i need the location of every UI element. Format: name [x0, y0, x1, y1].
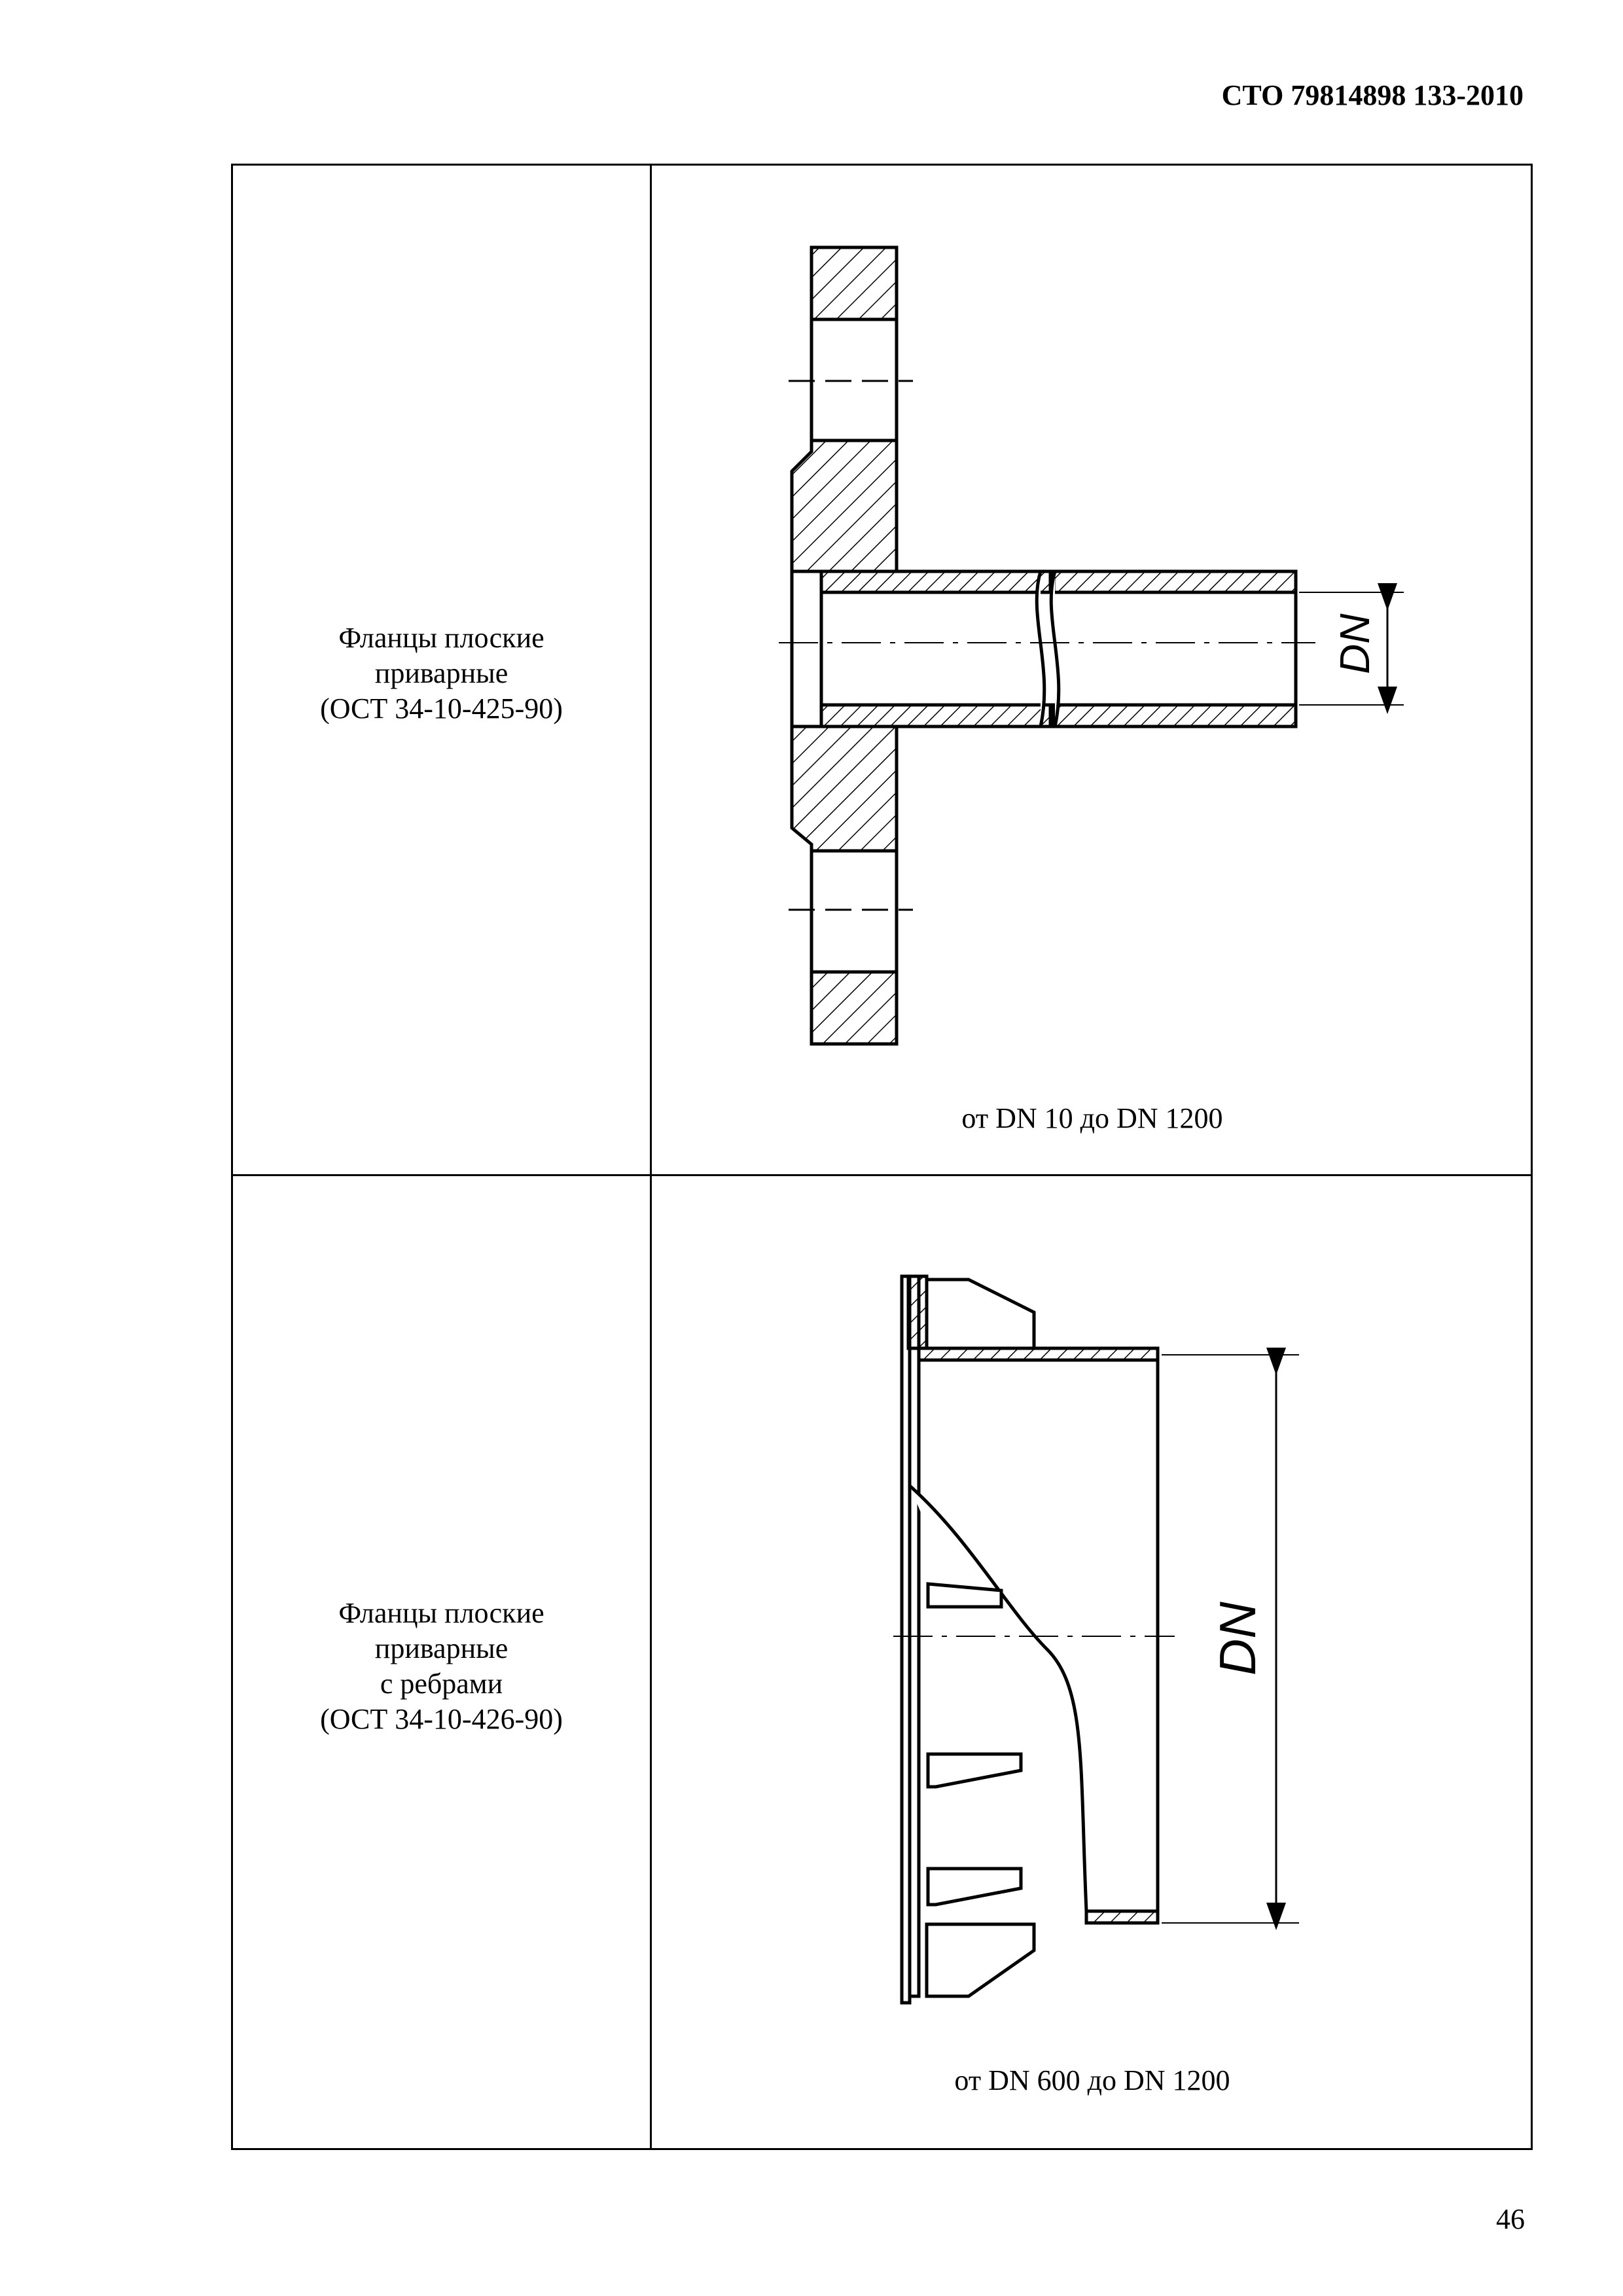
row1-range: от DN 10 до DN 1200 [961, 1102, 1223, 1134]
page-number: 46 [1496, 2203, 1525, 2235]
row1-name-line: Фланцы плоские [338, 622, 544, 654]
row2-name-line: (ОСТ 34-10-426-90) [320, 1703, 563, 1735]
flat-welded-flange-drawing [779, 247, 1404, 1044]
row2-name-line: с ребрами [380, 1668, 503, 1700]
row2-name-line: приварные [374, 1632, 508, 1664]
row1-dimension-label: DN [1331, 613, 1378, 674]
row2-range: от DN 600 до DN 1200 [954, 2064, 1230, 2096]
row2-name-line: Фланцы плоские [338, 1597, 544, 1629]
row2-dimension-label: DN [1209, 1602, 1266, 1676]
row1-name-line: (ОСТ 34-10-425-90) [320, 692, 563, 725]
document-code: СТО 79814898 133-2010 [1221, 79, 1524, 111]
row1-name-line: приварные [374, 657, 508, 689]
